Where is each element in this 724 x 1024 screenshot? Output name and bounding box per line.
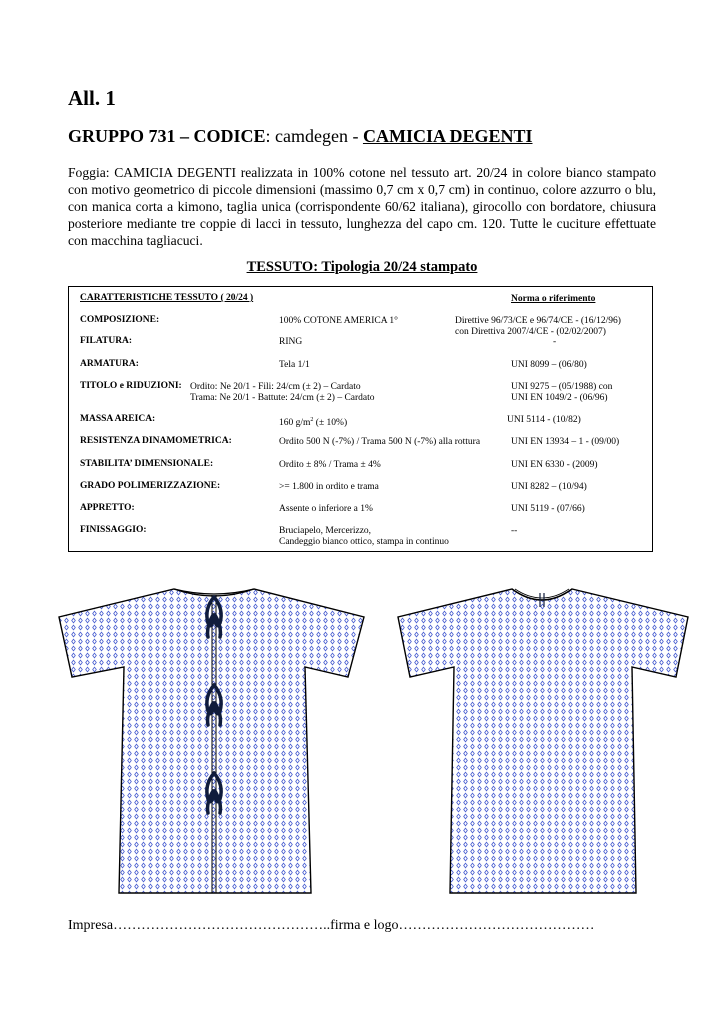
row-norm: UNI 5119 - (07/66) bbox=[511, 504, 585, 514]
row-label: STABILITA’ DIMENSIONALE: bbox=[80, 459, 214, 469]
row-norm: Direttive 96/73/CE e 96/74/CE - (16/12/96) bbox=[455, 316, 621, 326]
row-label: COMPOSIZIONE: bbox=[80, 315, 160, 325]
product-name: CAMICIA DEGENTI bbox=[362, 126, 533, 146]
fabric-title: TESSUTO: Tipologia 20/24 stampato bbox=[246, 259, 478, 275]
group-code-label: GRUPPO 731 – CODICE bbox=[68, 126, 266, 146]
table-header-right: Norma o riferimento bbox=[511, 294, 596, 304]
row-value: Tela 1/1 bbox=[279, 360, 310, 370]
row-value: Ordito ± 8% / Trama ± 4% bbox=[279, 460, 381, 470]
row-norm: - bbox=[553, 337, 557, 347]
row-value: Candeggio bianco ottico, stampa in continuo bbox=[279, 537, 449, 547]
page-title bbox=[68, 126, 532, 147]
row-label: GRADO POLIMERIZZAZIONE: bbox=[80, 481, 221, 491]
row-value: Ordito 500 N (-7%) / Trama 500 N (-7%) alla rottura bbox=[279, 437, 481, 447]
row-norm: -- bbox=[511, 526, 518, 536]
row-value: 100% COTONE AMERICA 1° bbox=[279, 316, 398, 326]
row-norm: UNI 9275 – (05/1988) con bbox=[511, 382, 613, 392]
row-value: >= 1.800 in ordito e trama bbox=[279, 482, 379, 492]
shirt-back-view bbox=[59, 589, 364, 893]
row-norm: UNI EN 13934 – 1 - (09/00) bbox=[511, 437, 620, 447]
row-value: Assente o inferiore a 1% bbox=[279, 504, 373, 514]
row-norm: con Direttiva 2007/4/CE - (02/02/2007) bbox=[455, 327, 606, 337]
row-label: RESISTENZA DINAMOMETRICA: bbox=[80, 436, 232, 446]
row-label: FINISSAGGIO: bbox=[80, 525, 147, 535]
row-norm: UNI EN 1049/2 - (06/96) bbox=[511, 393, 608, 403]
row-label: ARMATURA: bbox=[80, 359, 139, 369]
signature-line: Impresa………………………………………..firma e logo…………………………………… bbox=[68, 918, 595, 933]
product-description: Foggia: CAMICIA DEGENTI realizzata in 100% cotone nel tessuto art. 20/24 in colore bianco stampato con motivo geometrico di piccole dimensioni (massimo 0,7 cm x 0,7 cm) in continuo, colore azzurro o blu, con manica corta a kimono, taglia unica (corrispondente 60/62 italiana), girocollo con bordatore, chiusura posteriore mediante tre coppie di lacci in tessuto, lunghezza del capo cm. 120. Tutte le cuciture effettuate con macchina tagliacuci. bbox=[68, 165, 656, 248]
row-label: APPRETTO: bbox=[80, 503, 135, 513]
row-norm: UNI 8099 – (06/80) bbox=[511, 360, 587, 370]
row-value: 160 $g/m^2$ (± 10%) bbox=[279, 417, 348, 429]
row-label: FILATURA: bbox=[80, 336, 133, 346]
row-norm: UNI 5114 - (10/82) bbox=[507, 415, 581, 425]
row-norm: UNI EN 6330 - (2009) bbox=[511, 460, 598, 470]
row-value: Bruciapelo, Mercerizzo, bbox=[279, 526, 372, 536]
row-value: Trama: Ne 20/1 - Battute: 24/cm (± 2) – Cardato bbox=[190, 393, 375, 403]
shirt-front-view bbox=[398, 589, 688, 893]
attachment-label: All. 1 bbox=[68, 86, 116, 110]
shirt-front-body bbox=[398, 589, 688, 893]
garment-drawings bbox=[0, 575, 724, 905]
table-header-left: CARATTERISTICHE TESSUTO ( 20/24 ) bbox=[80, 293, 254, 303]
code-value: : camdegen - bbox=[265, 126, 363, 146]
row-value: RING bbox=[279, 337, 303, 347]
fabric-spec-table bbox=[68, 286, 653, 552]
row-value: Ordito: Ne 20/1 - Fili: 24/cm (± 2) – Cardato bbox=[190, 382, 361, 392]
row-label: TITOLO e RIDUZIONI: bbox=[80, 381, 182, 391]
row-norm: UNI 8282 – (10/94) bbox=[511, 482, 587, 492]
row-label: MASSA AREICA: bbox=[80, 414, 156, 424]
